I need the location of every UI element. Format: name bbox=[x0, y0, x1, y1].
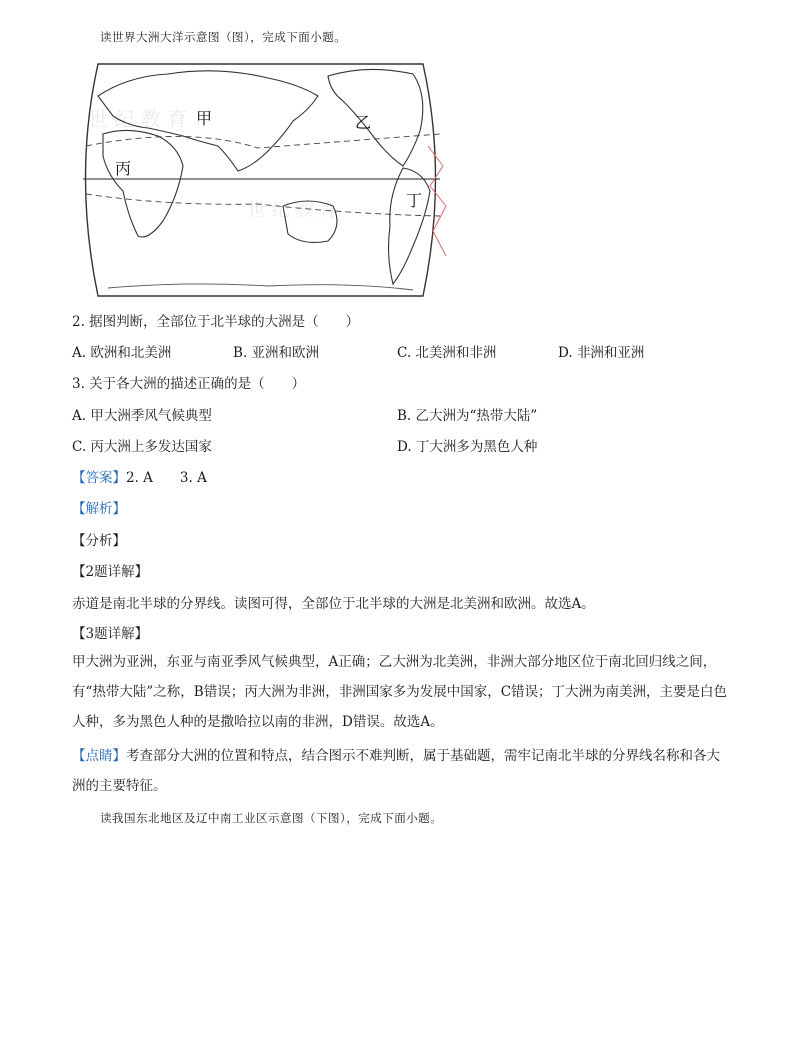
dianjing-paragraph bbox=[72, 741, 728, 801]
dianjing-tag: 【点睛】 bbox=[72, 748, 126, 764]
q2-detail-heading: 【2题详解】 bbox=[72, 564, 149, 580]
q3-option-c: C. 丙大洲上多发达国家 bbox=[72, 439, 212, 455]
answer-line bbox=[72, 466, 207, 486]
q3-option-d: D. 丁大洲多为黑色人种 bbox=[397, 439, 538, 455]
fenxi-heading: 【分析】 bbox=[72, 533, 126, 549]
q3-stem: 3. 关于各大洲的描述正确的是（ ） bbox=[72, 376, 306, 392]
analysis-tag: 【解析】 bbox=[72, 501, 126, 517]
watermark: 世 纪 教 育 bbox=[88, 107, 188, 131]
dianjing-text: 考查部分大洲的位置和特点，结合图示不难判断，属于基础题，需牢记南北半球的分界线名称和各大洲的主要特征。 bbox=[72, 748, 720, 794]
label-bing: 丙 bbox=[115, 159, 132, 178]
answer-text: 2. A 3. A bbox=[126, 470, 207, 486]
q2-detail-text: 赤道是南北半球的分界线。读图可得，全部位于北半球的大洲是北美洲和欧洲。故选A。 bbox=[72, 596, 595, 612]
map-outline bbox=[86, 64, 436, 296]
answer-tag: 【答案】 bbox=[72, 470, 126, 486]
intro-text: 读世界大洲大洋示意图（图），完成下面小题。 bbox=[100, 30, 347, 44]
tropic-of-cancer bbox=[86, 134, 440, 148]
q3-detail-text: 甲大洲为亚洲，东亚与南亚季风气候典型，A正确；乙大洲为北美洲，非洲大部分地区位于南北回归线之间，有“热带大陆”之称，B错误；丙大洲为非洲，非洲国家多为发展中国家，C错误；丁大洲为南美洲，主要是白色人种，多为黑色人种的是撒哈拉以南的非洲，D错误。故选A。 bbox=[72, 654, 728, 730]
label-jia: 甲 bbox=[196, 109, 213, 128]
q2-option-b: B. 亚洲和欧洲 bbox=[233, 345, 320, 361]
label-yi: 乙 bbox=[355, 113, 372, 132]
south-america-shape bbox=[389, 168, 430, 284]
q2-option-d: D. 非洲和亚洲 bbox=[558, 345, 645, 361]
q2-option-c: C. 北美洲和非洲 bbox=[397, 345, 497, 361]
north-america-shape bbox=[328, 69, 423, 166]
q2-option-a: A. 欧洲和北美洲 bbox=[72, 345, 172, 361]
red-annotation bbox=[428, 146, 446, 256]
watermark: 世 纪 教 育 bbox=[248, 200, 338, 221]
q2-stem: 2. 据图判断，全部位于北半球的大洲是（ ） bbox=[72, 314, 360, 330]
label-ding: 丁 bbox=[406, 191, 423, 210]
q3-option-b: B. 乙大洲为“热带大陆” bbox=[397, 408, 538, 424]
intro-text-2: 读我国东北地区及辽中南工业区示意图（下图），完成下面小题。 bbox=[100, 811, 443, 825]
world-map-figure bbox=[68, 56, 453, 306]
q3-option-a: A. 甲大洲季风气候典型 bbox=[72, 408, 212, 424]
q3-detail-heading: 【3题详解】 bbox=[72, 626, 149, 642]
antarctica-shape bbox=[108, 284, 413, 290]
africa-shape bbox=[103, 130, 183, 237]
